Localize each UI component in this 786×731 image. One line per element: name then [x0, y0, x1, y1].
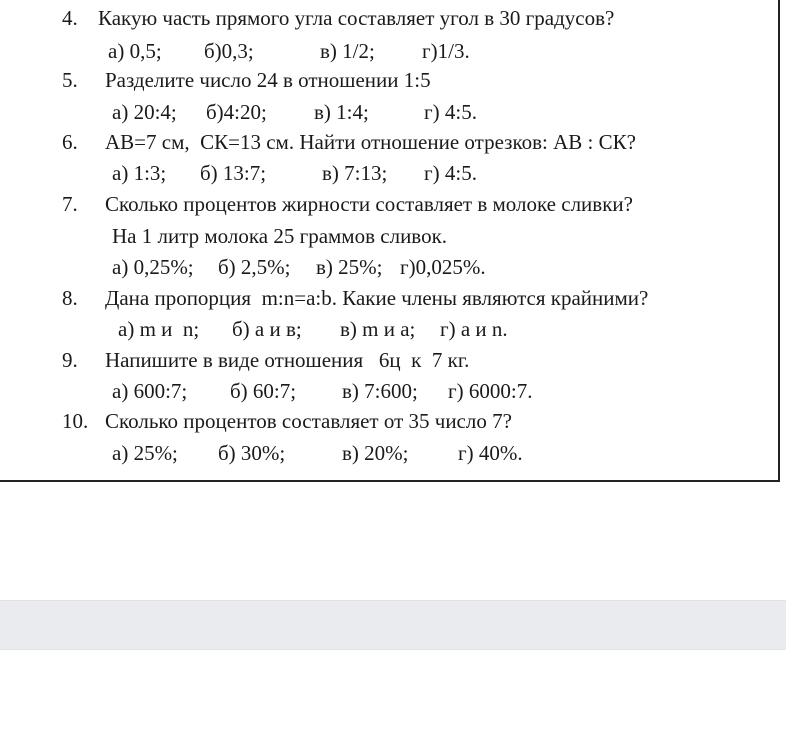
question-text-continued: На 1 литр молока 25 граммов сливок.: [112, 224, 448, 248]
answer-option-b: б) 13:7;: [200, 161, 267, 185]
answer-option-b: б) а и в;: [232, 317, 302, 341]
answer-option-v: в) 1:4;: [314, 100, 369, 124]
answer-option-v: в) 7:600;: [342, 379, 418, 403]
answer-option-b: б) 30%;: [218, 441, 286, 465]
answer-option-v: в) 7:13;: [322, 161, 388, 185]
answer-option-v: в) m и a;: [340, 317, 416, 341]
answer-option-g: г) 4:5.: [424, 161, 477, 185]
answer-option-b: б) 60:7;: [230, 379, 297, 403]
answer-option-a: а) 0,25%;: [112, 255, 194, 279]
answer-option-v: в) 25%;: [316, 255, 383, 279]
question-text: Какую часть прямого угла составляет угол в 30 градусов?: [98, 6, 615, 30]
answer-option-a: а) 25%;: [112, 441, 178, 465]
question-number: 5.: [62, 68, 78, 92]
question-text: Сколько процентов жирности составляет в молоке сливки?: [105, 192, 633, 216]
question-text: АВ=7 см, СК=13 см. Найти отношение отрезков: АВ : СК?: [105, 130, 636, 154]
answer-option-g: г) 4:5.: [424, 100, 477, 124]
question-number: 4.: [62, 6, 78, 30]
answer-option-a: а) 1:3;: [112, 161, 167, 185]
question-number: 6.: [62, 130, 78, 154]
question-text: Дана пропорция m:n=a:b. Какие члены являются крайними?: [105, 286, 649, 310]
answer-option-b: б)4:20;: [206, 100, 267, 124]
question-text: Разделите число 24 в отношении 1:5: [105, 68, 431, 92]
answer-option-a: а) 20:4;: [112, 100, 177, 124]
question-number: 8.: [62, 286, 78, 310]
answer-option-a: а) 0,5;: [108, 39, 162, 63]
question-number: 10.: [62, 409, 89, 433]
answer-option-g: г) 6000:7.: [448, 379, 533, 403]
answer-option-a: а) 600:7;: [112, 379, 188, 403]
question-number: 9.: [62, 348, 78, 372]
answer-option-g: г)0,025%.: [400, 255, 486, 279]
answer-option-g: г) 40%.: [458, 441, 523, 465]
question-number: 7.: [62, 192, 78, 216]
page-footer-band: [0, 600, 786, 650]
answer-option-g: г)1/3.: [422, 39, 470, 63]
question-text: Сколько процентов составляет от 35 число 7?: [105, 409, 512, 433]
answer-option-v: в) 1/2;: [320, 39, 375, 63]
answer-option-v: в) 20%;: [342, 441, 409, 465]
answer-option-b: б) 2,5%;: [218, 255, 291, 279]
answer-option-g: г) а и n.: [440, 317, 508, 341]
cropped-previous-line: [110, 0, 490, 2]
answer-option-b: б)0,3;: [204, 39, 254, 63]
question-text: Напишите в виде отношения 6ц к 7 кг.: [105, 348, 470, 372]
answer-option-a: а) m и n;: [118, 317, 200, 341]
